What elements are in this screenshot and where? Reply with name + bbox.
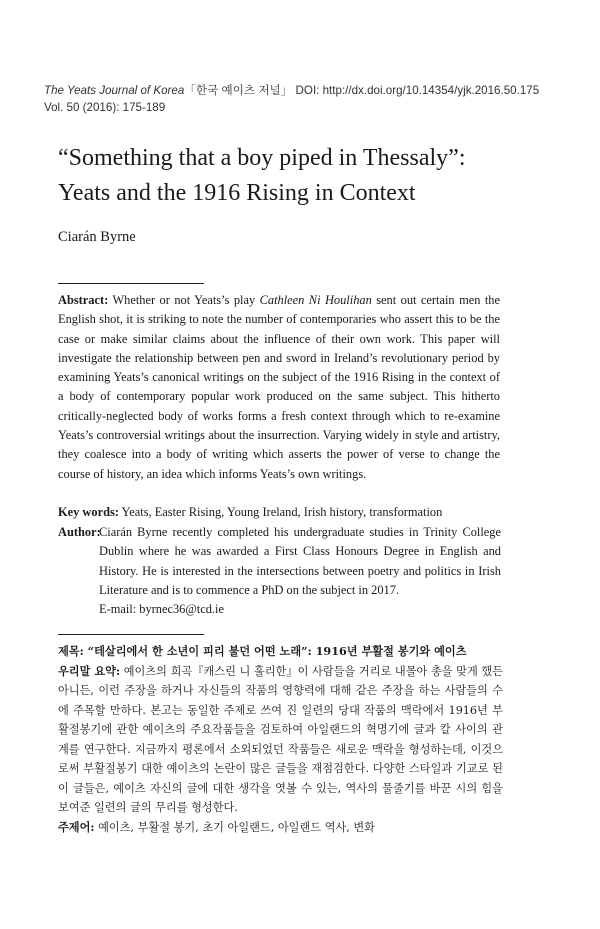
article-title-line2: Yeats and the 1916 Rising in Context	[58, 180, 416, 206]
play-title: Cathleen Ni Houlihan	[259, 293, 372, 307]
korean-summary-label: 우리말 요약:	[58, 663, 121, 678]
korean-title: “테살리에서 한 소년이 피리 불던 어떤 노래”: 1916년 부활절 봉기와 예이츠	[83, 644, 467, 658]
abstract-label: Abstract:	[58, 293, 109, 307]
journal-citation	[44, 82, 564, 116]
journal-korean-name: 「한국 예이츠 저널」	[184, 84, 293, 97]
divider	[58, 634, 204, 635]
author-bio-text	[99, 523, 501, 619]
author-bio	[58, 523, 503, 619]
abstract	[58, 291, 500, 484]
keywords-text: Yeats, Easter Rising, Young Ireland, Irish history, transformation	[118, 505, 443, 519]
divider	[58, 283, 204, 284]
author-email[interactable]: E-mail: byrnec36@tcd.ie	[99, 602, 224, 617]
article-title	[58, 141, 558, 211]
author-name: Ciarán Byrne	[58, 229, 136, 245]
abstract-text: Whether or not Yeats’s play	[108, 293, 260, 307]
keywords-label: Key words:	[58, 505, 119, 519]
keywords	[58, 503, 503, 522]
journal-name: The Yeats Journal of Korea	[44, 84, 185, 97]
volume-info: Vol. 50 (2016): 175-189	[44, 101, 166, 114]
author-label: Author:	[58, 525, 101, 539]
korean-keywords-label: 주제어:	[58, 819, 95, 834]
doi-link[interactable]: DOI: http://dx.doi.org/10.14354/yjk.2016.50.175	[292, 84, 540, 97]
korean-keywords: 예이츠, 부활절 봉기, 초기 아일랜드, 아일랜드 역사, 변화	[94, 820, 375, 834]
korean-title-label: 제목:	[58, 644, 84, 658]
author-bio-body: Ciarán Byrne recently completed his undergraduate studies in Trinity College Dublin where he was awarded a First Class Honours Degree in English and History. He is interested in the intersections between poetry and politics in Irish Literature and is to commence a PhD on the subject in 2017.	[99, 525, 501, 597]
article-title-line1: “Something that a boy piped in Thessaly”:	[58, 145, 466, 171]
korean-summary: 예이츠의 희곡『캐스린 니 훌리한』이 사람들을 거리로 내몰아 총을 맞게 했든 아니든, 이런 주장을 하거나 자신들의 작품의 영향력에 대해 같은 주장을 하는 사람들의 수에 주목할 만하다. 본고는 동일한 주제로 쓰여 진 일련의 당대 작품의 맥락에서 1916년 부활절봉기에 관한 예이츠의 주요작품들을 검토하여 아일랜드의 혁명기에 글과 칼 사이의 관계를 연구한다. 지금까지 평론에서 소외되었던 작품들은 새로운 맥락을 형성하는데, 이것으로써 부활절봉기 대한 예이츠의 논란이 많은 글들을 재점검한다. 다양한 스타일과 기교로 된 이 글들은, 예이츠 자신의 글에 대한 생각을 엿볼 수 있는, 역사의 물줄기를 바꾼 시의 힘을 보여준 일련의 글의 무리를 형성한다.	[58, 664, 504, 814]
abstract-text-cont: sent out certain men the English shot, it is striking to note the number of contemporaries who assert this to be the case or make similar claims about the influence of their own work. This paper will investigate the relationship between pen and sword in Ireland’s revolutionary period by examining Yeats’s canonical writings on the subject of the 1916 Rising in the context of a body of contemporary popular work produced on the same subject. This hitherto critically-neglected body of works forms a fresh context through which to re-examine Yeats’s controversial writings about the insurrection. Varying widely in style and artistry, they coalesce into a body of writing which asserts the power of verse to change the course of history, an idea which informs Yeats’s own writings.	[58, 293, 500, 481]
korean-abstract	[58, 642, 503, 837]
